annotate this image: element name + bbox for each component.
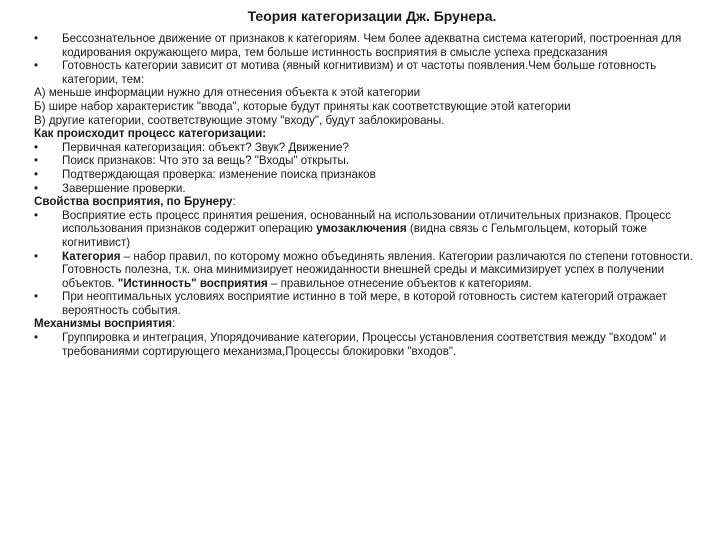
bullet-icon: • <box>34 140 39 154</box>
bold-term: умозаключения <box>316 222 407 236</box>
section-heading <box>34 127 700 141</box>
heading-suffix: : <box>232 195 236 209</box>
list-item <box>34 141 700 155</box>
list-item <box>34 182 700 196</box>
bullet-text-tail: – правильное отнесение объектов к категориям. <box>267 276 532 290</box>
bullet-icon: • <box>34 331 39 345</box>
bullet-text: Готовность категории зависит от мотива (явный когнитивизм) и от частоты появления.Чем больше готовность категории, тем: <box>62 59 657 86</box>
list-item <box>34 154 700 168</box>
text-line-a: А) меньше информации нужно для отнесения объекта к этой категории <box>34 86 421 100</box>
bullet-icon: • <box>34 32 39 45</box>
bullet-text: Подтверждающая проверка: изменение поиска признаков <box>62 167 376 181</box>
heading-text: Механизмы восприятия <box>34 317 173 331</box>
list-item <box>34 168 700 182</box>
bullet-icon: • <box>34 249 39 263</box>
bullet-icon: • <box>34 167 39 181</box>
bullet-text: Поиск признаков: Что это за вещь? "Входы" открыты. <box>62 154 349 168</box>
bold-term: Категория <box>62 249 121 263</box>
bullet-text: Завершение проверки. <box>62 181 186 195</box>
bullet-text: Восприятие есть процесс принятия решения, основанный на использовании отличительных признаков. Процесс использования признаков содержит операцию <box>62 208 672 236</box>
list-item <box>34 250 700 291</box>
bullet-text: Бессознательное движение от признаков к категориям. Чем более адекватна система категорий, построенная для кодирования окружающего мира, тем больше истинность восприятия в смысле успеха предсказания <box>62 32 682 59</box>
bullet-text: Группировка и интеграция, Упорядочивание категории, Процессы установления соответствия между "входом" и требованиями сортирующего механизма,Процессы блокировки "входов". <box>62 331 667 358</box>
text-line-b: Б) шире набор характеристик "ввода", которые будут приняты как соответствующие этой категории <box>34 99 571 113</box>
bullet-text: Первичная категоризация: объект? Звук? Движение? <box>62 140 349 154</box>
text-line-c: В) другие категории, соответствующие этому "входу", будут заблокированы. <box>34 113 445 127</box>
heading-suffix: : <box>172 317 176 331</box>
bold-term: "Истинность" восприятия <box>117 276 268 290</box>
list-item <box>34 331 700 358</box>
slide-body <box>34 32 700 358</box>
bullet-icon: • <box>34 290 39 304</box>
list-item <box>34 59 700 86</box>
bullet-icon: • <box>34 59 39 73</box>
bullet-icon: • <box>34 181 39 195</box>
bullet-text: – набор правил, по которому можно объединять явления. Категории различаются по степени готовности. Готовность полезна, т.к. она минимизирует неожиданности внешней среды и максимизирует успех в получении объектов. <box>62 249 693 290</box>
heading-text: Как происходит процесс категоризации: <box>34 127 267 141</box>
bullet-icon: • <box>34 208 39 222</box>
bullet-text-tail: (видна связь с Гельмгольцем, который тоже когнитивист) <box>62 222 647 249</box>
list-item <box>34 32 700 59</box>
section-heading <box>34 317 700 331</box>
section-heading <box>34 195 700 209</box>
list-item <box>34 290 700 317</box>
list-item <box>34 209 700 250</box>
bullet-icon: • <box>34 154 39 168</box>
page-title: Теория категоризации Дж. Брунера. <box>247 8 497 24</box>
heading-text: Свойства восприятия, по Брунеру <box>34 195 233 209</box>
bullet-text: При неоптимальных условиях восприятие истинно в той мере, в которой готовность систем категорий отражает вероятность события. <box>62 290 667 317</box>
